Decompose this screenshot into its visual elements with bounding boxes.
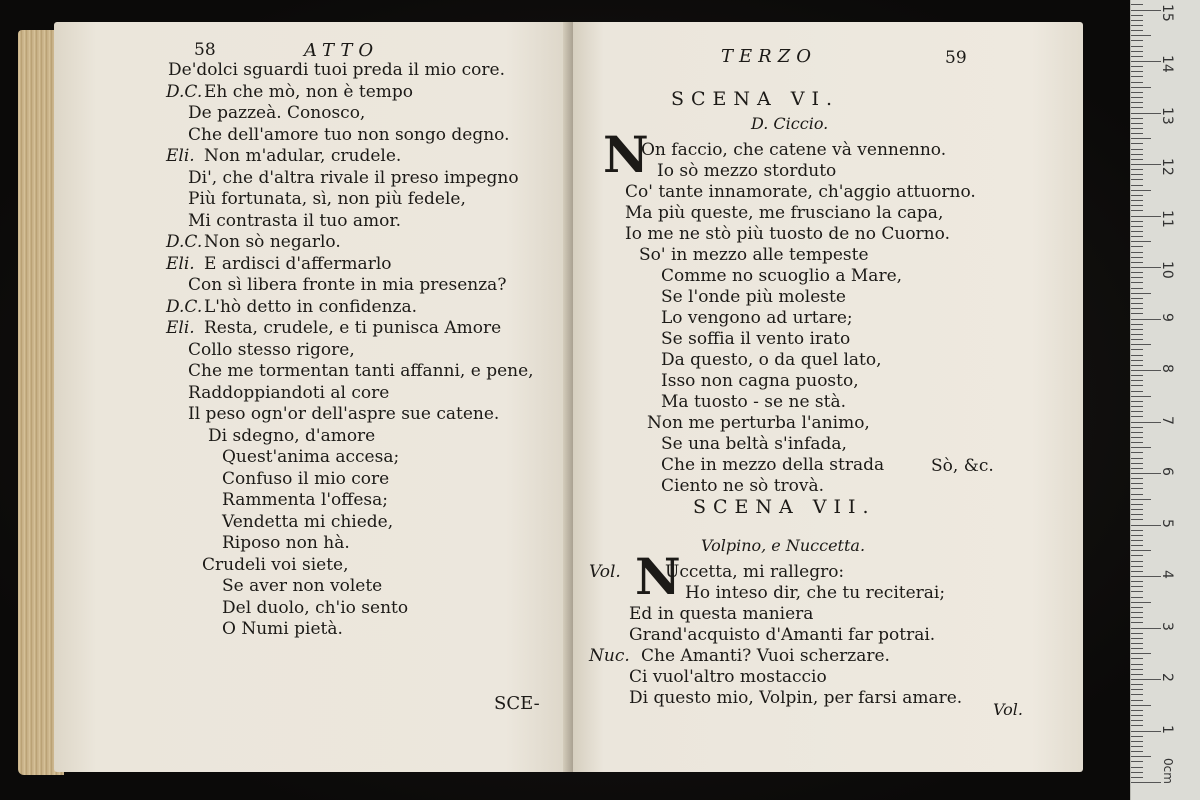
scene6-trailer: Sò, &c. [931, 456, 994, 476]
ruler-tick [1131, 550, 1151, 551]
ruler-tick [1131, 324, 1143, 325]
ruler-tick [1131, 463, 1143, 464]
ruler-tick [1131, 432, 1143, 433]
ruler-tick [1131, 561, 1143, 562]
ruler-tick [1131, 236, 1143, 237]
verse-line: Collo stesso rigore, [188, 339, 355, 360]
verse-line: Con sì libera fronte in mia presenza? [188, 275, 507, 295]
ruler-tick [1131, 761, 1143, 762]
verse-line: Ma più queste, me frusciano la capa, [625, 203, 944, 223]
ruler-number: 3 [1159, 621, 1175, 631]
ruler-tick [1131, 458, 1143, 459]
ruler-tick [1131, 499, 1151, 500]
ruler-tick [1131, 622, 1143, 623]
ruler-tick [1131, 483, 1143, 484]
ruler-tick [1131, 751, 1143, 752]
ruler-tick [1131, 375, 1143, 376]
ruler-tick [1131, 360, 1143, 361]
verse-line: Mi contrasta il tuo amor. [188, 210, 401, 231]
verse-line: Del duolo, ch'io sento [222, 597, 409, 618]
scene7-dropcap: N [635, 547, 681, 606]
ruler-number: 2 [1159, 673, 1175, 682]
ruler-tick [1131, 282, 1143, 283]
ruler-tick [1131, 427, 1143, 428]
scene6-dropcap: N [603, 125, 649, 184]
verse-line: Isso non cagna puosto, [661, 371, 859, 391]
scene7-title: SCENA VII. [693, 496, 876, 518]
ruler-tick [1131, 272, 1143, 273]
ruler-tick [1131, 473, 1161, 474]
ruler-tick [1131, 231, 1143, 232]
ruler-tick [1131, 653, 1151, 654]
verse-line: Eh che mò, non è tempo [204, 81, 413, 102]
ruler-tick [1131, 391, 1143, 392]
ruler-tick [1131, 102, 1143, 103]
ruler-tick [1131, 355, 1143, 356]
ruler-number: 9 [1159, 312, 1175, 322]
ruler-tick [1131, 277, 1143, 278]
right-catchword: Vol. [993, 700, 1023, 719]
verse-line: Uccetta, mi rallegro: [665, 562, 845, 582]
ruler-tick [1131, 741, 1143, 742]
left-page-number: 58 [194, 40, 216, 60]
ruler-tick [1131, 756, 1151, 757]
verse-line: Non sò negarlo. [204, 232, 341, 252]
ruler-tick [1131, 61, 1161, 62]
ruler-tick [1131, 66, 1143, 67]
verse-line: Ciento ne sò trovà. [661, 476, 825, 496]
ruler-tick [1131, 782, 1161, 783]
ruler-tick [1131, 494, 1143, 495]
ruler-tick [1131, 694, 1143, 695]
speaker-label: Eli. [166, 318, 195, 338]
right-running-head: TERZO [721, 46, 817, 67]
ruler-number: 4 [1159, 570, 1175, 579]
verse-line: Ci vuol'altro mostaccio [629, 667, 827, 687]
ruler-tick [1131, 736, 1143, 737]
ruler-tick [1131, 205, 1143, 206]
ruler-tick [1131, 159, 1143, 160]
verse-line: De'dolci sguardi tuoi preda il mio core. [168, 60, 505, 80]
verse-line: Da questo, o da quel lato, [661, 350, 882, 370]
ruler-tick [1131, 4, 1143, 5]
ruler-tick [1131, 411, 1143, 412]
ruler-tick [1131, 118, 1143, 119]
ruler-tick [1131, 617, 1143, 618]
ruler-number: 15 [1159, 3, 1175, 22]
verse-line: Che in mezzo della strada [661, 455, 885, 475]
right-page [573, 22, 1083, 772]
ruler-tick [1131, 406, 1143, 407]
ruler-number: 12 [1159, 158, 1175, 176]
ruler-tick [1131, 437, 1143, 438]
ruler-tick [1131, 226, 1143, 227]
ruler-tick [1131, 339, 1143, 340]
ruler-tick [1131, 530, 1143, 531]
verse-line: Più fortunata, sì, non più fedele, [188, 189, 466, 209]
ruler-tick [1131, 581, 1143, 582]
left-running-head: ATTO [304, 40, 380, 61]
ruler-tick [1131, 586, 1143, 587]
speaker-label: D.C. [166, 81, 203, 102]
ruler-tick [1131, 252, 1143, 253]
verse-line: Comme no scuoglio a Mare, [661, 266, 903, 286]
speaker-label: Eli. [166, 253, 195, 274]
ruler-tick [1131, 113, 1161, 114]
ruler-tick [1131, 664, 1143, 665]
ruler-tick [1131, 76, 1143, 77]
ruler-tick [1131, 87, 1151, 88]
ruler-tick [1131, 772, 1143, 773]
verse-line: Che me tormentan tanti affanni, e pene, [188, 361, 534, 381]
ruler-tick [1131, 602, 1151, 603]
ruler-tick [1131, 643, 1143, 644]
verse-line: Che dell'amore tuo non songo degno. [188, 124, 510, 145]
ruler-tick [1131, 349, 1143, 350]
ruler-tick [1131, 262, 1143, 263]
ruler-tick [1131, 571, 1143, 572]
ruler-number: 14 [1159, 55, 1175, 73]
ruler-tick [1131, 313, 1143, 314]
ruler-tick [1131, 385, 1143, 386]
verse-line: L'hò detto in confidenza. [204, 296, 418, 317]
ruler-tick [1131, 30, 1143, 31]
ruler-tick [1131, 468, 1143, 469]
ruler-tick [1131, 746, 1143, 747]
verse-line: Grand'acquisto d'Amanti far potrai. [629, 625, 936, 645]
verse-line: Se una beltà s'infada, [661, 434, 847, 454]
speaker-label: Vol. [589, 562, 621, 582]
measuring-ruler [1130, 0, 1200, 800]
verse-line: Se l'onde più moleste [661, 287, 846, 307]
ruler-tick [1131, 633, 1143, 634]
ruler-tick [1131, 519, 1143, 520]
ruler-tick [1131, 674, 1143, 675]
ruler-tick [1131, 422, 1161, 423]
ruler-tick [1131, 447, 1151, 448]
ruler-tick [1131, 46, 1143, 47]
verse-line: So' in mezzo alle tempeste [639, 245, 869, 265]
verse-line: Ho inteso dir, che tu reciterai; [685, 583, 946, 603]
ruler-tick [1131, 715, 1143, 716]
ruler-tick [1131, 638, 1143, 639]
ruler-tick [1131, 210, 1143, 211]
ruler-tick [1131, 133, 1143, 134]
verse-line: Il peso ogn'or dell'aspre sue catene. [188, 404, 500, 424]
ruler-tick [1131, 509, 1143, 510]
right-page-number: 59 [945, 48, 967, 68]
ruler-tick [1131, 185, 1143, 186]
ruler-tick [1131, 179, 1143, 180]
ruler-number: 7 [1159, 415, 1175, 425]
ruler-tick [1131, 40, 1143, 41]
verse-line: Ma tuosto - se ne stà. [661, 392, 846, 412]
verse-line: Se soffia il vento irato [661, 329, 851, 349]
verse-line: Riposo non hà. [222, 533, 350, 553]
ruler-tick [1131, 143, 1143, 144]
ruler-tick [1131, 164, 1161, 165]
ruler-tick [1131, 169, 1143, 170]
verse-line: O Numi pietà. [222, 619, 343, 639]
ruler-tick [1131, 370, 1161, 371]
ruler-tick [1131, 221, 1143, 222]
ruler-tick [1131, 344, 1151, 345]
ruler-tick [1131, 365, 1143, 366]
ruler-number: 8 [1159, 364, 1175, 373]
ruler-tick [1131, 555, 1143, 556]
left-catchword: SCE- [494, 693, 540, 714]
ruler-tick [1131, 700, 1143, 701]
ruler-tick [1131, 566, 1143, 567]
left-page [54, 22, 586, 772]
ruler-tick [1131, 56, 1143, 57]
ruler-number: 10 [1159, 261, 1175, 279]
verse-line: De pazzeà. Conosco, [188, 103, 366, 123]
ruler-tick [1131, 241, 1151, 242]
ruler-tick [1131, 128, 1143, 129]
ruler-number: 5 [1159, 518, 1175, 528]
ruler-number: 13 [1159, 106, 1175, 125]
speaker-label: Eli. [166, 146, 195, 166]
ruler-tick [1131, 777, 1143, 778]
ruler-tick [1131, 138, 1151, 139]
verse-line: Non me perturba l'animo, [647, 413, 870, 433]
ruler-tick [1131, 190, 1151, 191]
ruler-tick [1131, 123, 1143, 124]
verse-line: Io me ne stò più tuosto de no Cuorno. [625, 224, 950, 244]
ruler-number: 6 [1159, 467, 1175, 476]
ruler-tick [1131, 216, 1161, 217]
ruler-tick [1131, 478, 1143, 479]
ruler-tick [1131, 288, 1143, 289]
ruler-tick [1131, 628, 1161, 629]
verse-line: Vendetta mi chiede, [222, 511, 394, 532]
ruler-tick [1131, 51, 1143, 52]
verse-line: Ed in questa maniera [629, 604, 814, 624]
verse-line: Di sdegno, d'amore [208, 425, 376, 446]
verse-line: Se aver non volete [222, 576, 383, 596]
ruler-tick [1131, 416, 1143, 417]
verse-line: Crudeli voi siete, [202, 554, 349, 575]
ruler-number: 11 [1159, 209, 1175, 228]
ruler-tick [1131, 504, 1143, 505]
ruler-tick [1131, 488, 1143, 489]
ruler-tick [1131, 15, 1143, 16]
verse-line: Rammenta l'offesa; [222, 490, 389, 510]
ruler-tick [1131, 705, 1151, 706]
verse-line: Di', che d'altra rivale il preso impegno [188, 167, 519, 188]
ruler-tick [1131, 10, 1161, 11]
ruler-tick [1131, 731, 1161, 732]
ruler-number: 1 [1159, 724, 1175, 734]
ruler-tick [1131, 669, 1143, 670]
scene6-title: SCENA VI. [671, 88, 840, 110]
ruler-tick [1131, 545, 1143, 546]
ruler-tick [1131, 71, 1143, 72]
ruler-tick [1131, 35, 1151, 36]
verse-line: Non m'adular, crudele. [204, 146, 402, 166]
ruler-tick [1131, 607, 1143, 608]
open-book [18, 22, 1083, 777]
verse-line: Quest'anima accesa; [222, 447, 400, 467]
ruler-tick [1131, 329, 1143, 330]
ruler-tick [1131, 97, 1143, 98]
verse-line: Che Amanti? Vuoi scherzare. [641, 646, 890, 666]
ruler-tick [1131, 107, 1143, 108]
ruler-tick [1131, 257, 1143, 258]
ruler-tick [1131, 710, 1143, 711]
ruler-tick [1131, 92, 1143, 93]
ruler-tick [1131, 679, 1161, 680]
ruler-tick [1131, 293, 1151, 294]
ruler-tick [1131, 442, 1143, 443]
ruler-tick [1131, 525, 1161, 526]
ruler-tick [1131, 725, 1143, 726]
ruler-tick [1131, 576, 1161, 577]
verse-line: Di questo mio, Volpin, per farsi amare. [629, 688, 963, 708]
ruler-tick [1131, 154, 1143, 155]
speaker-label: D.C. [166, 296, 203, 317]
ruler-tick [1131, 319, 1161, 320]
verse-line: On faccio, che catene và vennenno. [641, 140, 947, 160]
ruler-tick [1131, 452, 1143, 453]
verse-line: Resta, crudele, e ti punisca Amore [204, 318, 502, 338]
verse-line: Io sò mezzo storduto [657, 161, 837, 181]
ruler-tick [1131, 612, 1143, 613]
scene6-cast: D. Ciccio. [751, 114, 829, 133]
speaker-label: Nuc. [589, 646, 630, 666]
ruler-tick [1131, 82, 1143, 83]
ruler-tick [1131, 334, 1143, 335]
ruler-tick [1131, 689, 1143, 690]
ruler-tick [1131, 396, 1151, 397]
ruler-tick [1131, 174, 1143, 175]
ruler-tick [1131, 380, 1143, 381]
ruler-tick [1131, 200, 1143, 201]
ruler-tick [1131, 401, 1143, 402]
speaker-label: D.C. [166, 232, 203, 252]
verse-line: Confuso il mio core [222, 468, 390, 489]
verse-line: Co' tante innamorate, ch'aggio attuorno. [625, 182, 976, 202]
ruler-tick [1131, 658, 1143, 659]
ruler-tick [1131, 20, 1143, 21]
ruler-tick [1131, 540, 1143, 541]
ruler-unit-label: 0cm [1161, 758, 1175, 784]
ruler-tick [1131, 514, 1143, 515]
ruler-tick [1131, 298, 1143, 299]
ruler-tick [1131, 303, 1143, 304]
ruler-tick [1131, 767, 1143, 768]
ruler-tick [1131, 720, 1143, 721]
ruler-tick [1131, 25, 1143, 26]
verse-line: Raddoppiandoti al core [188, 382, 390, 403]
ruler-tick [1131, 246, 1143, 247]
scene7-cast: Volpino, e Nuccetta. [701, 536, 866, 555]
ruler-tick [1131, 684, 1143, 685]
ruler-tick [1131, 267, 1161, 268]
ruler-tick [1131, 308, 1143, 309]
verse-line: Lo vengono ad urtare; [661, 308, 853, 328]
ruler-tick [1131, 535, 1143, 536]
ruler-tick [1131, 597, 1143, 598]
ruler-tick [1131, 149, 1143, 150]
ruler-tick [1131, 648, 1143, 649]
verse-line: E ardisci d'affermarlo [204, 253, 392, 274]
ruler-tick [1131, 591, 1143, 592]
ruler-tick [1131, 195, 1143, 196]
